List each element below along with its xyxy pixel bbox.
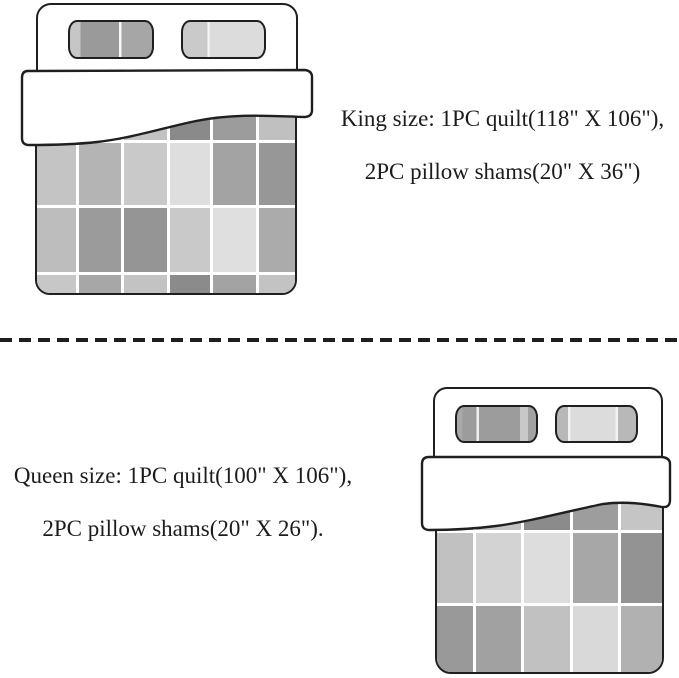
quilt-patch [37, 143, 76, 205]
quilt-patch [476, 606, 521, 672]
quilt-patch [37, 275, 76, 293]
king-pillow-right-icon [181, 20, 266, 59]
quilt-patch [170, 208, 210, 272]
queen-size-line2: 2PC pillow shams(20" X 26"). [42, 516, 324, 541]
quilt-patch [573, 606, 618, 672]
quilt-patch [259, 143, 295, 205]
quilt-patch [124, 106, 167, 140]
quilt-patch [524, 487, 570, 530]
king-size-text [326, 106, 679, 185]
quilt-patch [437, 487, 473, 530]
queen-pillow-right-icon [555, 405, 638, 443]
quilt-patch [621, 533, 662, 603]
quilt-patch [213, 275, 256, 293]
dashed-divider [0, 338, 679, 342]
quilt-patch [259, 275, 295, 293]
king-pillow-left-icon [68, 20, 154, 59]
quilt-patch [213, 106, 256, 140]
queen-quilt-patchwork [437, 487, 662, 672]
king-size-line2: 2PC pillow shams(20" X 36") [364, 159, 641, 184]
quilt-patch [213, 208, 256, 272]
quilt-patch [124, 275, 167, 293]
queen-pillow-left-icon [455, 405, 538, 443]
quilt-patch [524, 533, 570, 603]
queen-bed-illustration [418, 383, 678, 678]
quilt-patch [170, 143, 210, 205]
king-quilt [35, 104, 297, 295]
quilt-patch [170, 106, 210, 140]
quilt-patch [79, 208, 121, 272]
king-size-line1: King size: 1PC quilt(118" X 106"), [340, 106, 665, 131]
quilt-patch [79, 106, 121, 140]
quilt-patch [437, 533, 473, 603]
quilt-patch [37, 106, 76, 140]
quilt-patch [476, 533, 521, 603]
quilt-patch [524, 606, 570, 672]
quilt-patch [124, 208, 167, 272]
quilt-patch [124, 143, 167, 205]
quilt-patch [259, 106, 295, 140]
quilt-patch [476, 487, 521, 530]
quilt-patch [437, 606, 473, 672]
king-bed-illustration [18, 0, 318, 300]
quilt-patch [259, 208, 295, 272]
quilt-patch [37, 208, 76, 272]
quilt-patch [79, 275, 121, 293]
quilt-patch [621, 606, 662, 672]
quilt-patch [79, 143, 121, 205]
king-quilt-patchwork [37, 106, 295, 293]
quilt-patch [170, 275, 210, 293]
queen-quilt [435, 485, 664, 674]
queen-size-line1: Queen size: 1PC quilt(100" X 106"), [13, 463, 353, 488]
quilt-patch [213, 143, 256, 205]
quilt-patch [573, 533, 618, 603]
quilt-patch [621, 487, 662, 530]
quilt-patch [573, 487, 618, 530]
queen-size-text [0, 463, 366, 542]
